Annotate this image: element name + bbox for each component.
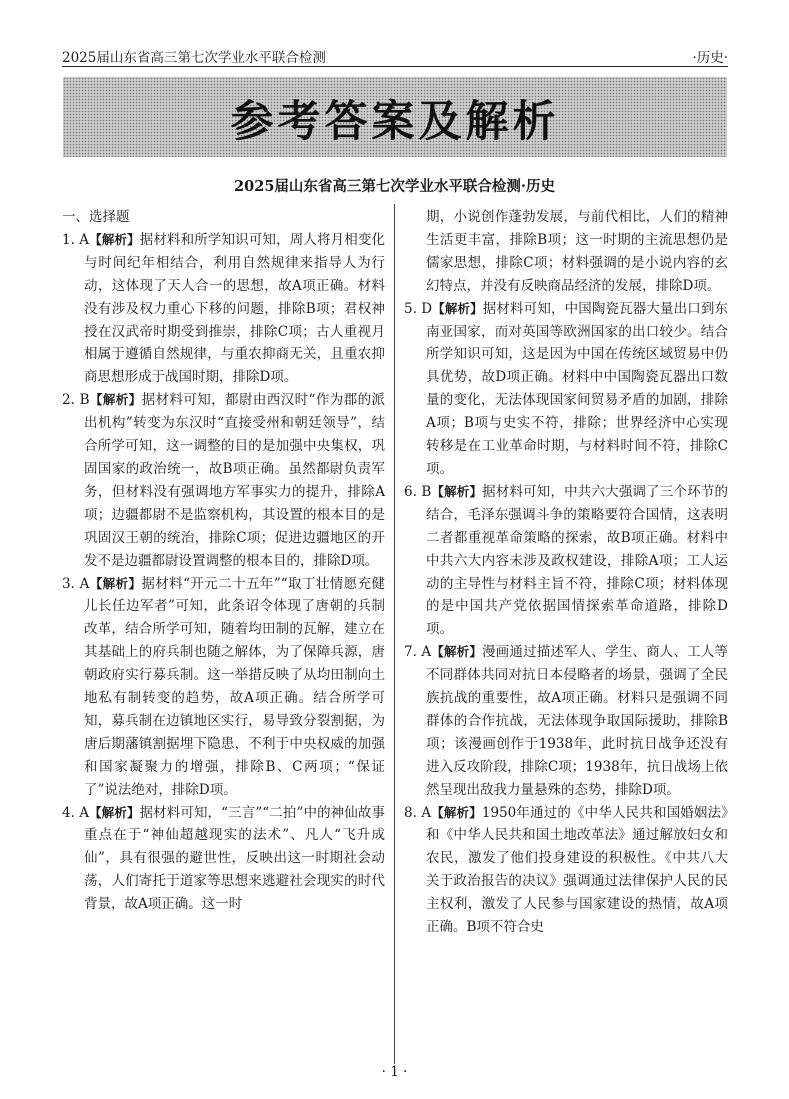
answer-text: 据材料和所学知识可知，周人将月相变化与时间纪年相结合，利用自然规律来指导人为行动，这体现了天人合一的思想，故A项正确。材料没有涉及权力重心下移的问题，排除B项；君权神授在汉武帝时期受到推崇，排除C项；古人重视月相属于遵循自然规律，与重农抑商无关，且重农抑商思想形成于战国时期，排除D项。 [84,231,385,386]
analysis-tag: 【解析】 [431,644,482,660]
analysis-tag: 【解析】 [431,483,483,499]
answer-text: 据材料“开元二十五年”“取丁壮情愿充健儿长任边军者”可知，此条诏令体现了唐朝的兵制改革，结合所学可知，随着均田制的瓦解，建立在其基础上的府兵制也随之解体，为了保障兵源，唐朝政府实行募兵制。这一举措反映了从均田制向土地私有制转变的趋势，故A项正确。结合所学可知，募兵制在边镇地区实行，易导致分裂割据，为唐后期藩镇割据埋下隐患，不利于中央权威的加强和国家凝聚力的增强，排除B、C两项；“保证了”说法绝对，排除D项。 [84,575,385,798]
answer-number: 7. A [404,644,432,661]
analysis-tag: 【解析】 [431,804,482,820]
answer-item-5 [404,298,728,481]
answer-number: 5. D [404,300,433,317]
answer-number: 4. A [62,804,90,821]
answer-number: 8. A [404,804,432,821]
answer-text: 漫画通过描述军人、学生、商人、工人等不同群体共同对抗日本侵略者的场景，强调了全民族抗战的重要性，故A项正确。材料只是强调不同群体的合作抗战，无法体现争取国际援助，排除B项；该漫画创作于1938年，此时抗日战争还没有进入反攻阶段，排除C项；1938年，抗日战场上依然呈现出敌我力量悬殊的态势，排除D项。 [426,644,729,798]
analysis-tag: 【解析】 [89,804,140,820]
page-header [62,44,728,67]
header-subject: ·历史· [692,50,728,66]
left-column [62,206,385,916]
answer-text: 1950年通过的《中华人民共和国婚姻法》和《中华人民共和国土地改革法》通过解放妇女和农民，激发了他们投身建设的积极性。《中共八大关于政治报告的决议》强调通过法律保护人民的民主权利，激发了人民参与国家建设的热情，故A项正确。B项不符合史 [426,804,728,936]
header-exam-title: 2025届山东省高三第七次学业水平联合检测 [62,50,326,66]
answer-text: 据材料可知，“三言”“二拍”中的神仙故事重点在于“神仙超越现实的法术”、凡人“飞升成仙”，具有很强的避世性，反映出这一时期社会动荡，人们寄托于道家等思想来逃避社会现实的时代背景，故A项正确。这一时 [84,804,385,913]
answer-item-7 [404,641,728,801]
answer-item-8 [404,802,728,939]
right-column [404,206,728,939]
document-subtitle: 2025届山东省高三第七次学业水平联合检测·历史 [234,178,555,195]
analysis-tag: 【解析】 [432,300,483,316]
answer-item-2 [62,389,385,572]
column-divider [394,204,395,1064]
page-number: · 1 · [381,1064,408,1080]
analysis-tag: 【解析】 [89,392,142,408]
analysis-tag: 【解析】 [89,231,140,247]
answer-item-6 [404,481,728,641]
answer-text: 据材料可知，都尉由西汉时“作为郡的派出机构”转变为东汉时“直接受州和朝廷领导”，结合所学可知，这一调整的目的是加强中央集权，巩固国家的政治统一，故B项正确。虽然都尉负责军务，但材料没有强调地方军事实力的提升，排除A项；边疆都尉不是监察机构，其设置的根本目的是巩固汉王朝的统治，排除C项；促进边疆地区的开发不是边疆都尉设置调整的根本目的，排除D项。 [84,392,385,569]
answer-item-4 [62,802,385,917]
answer-item-3 [62,573,385,802]
banner-title: 参考答案及解析 [230,97,560,147]
answer-number: 6. B [404,483,432,500]
answer-number: 2. B [62,392,90,409]
answer-item-4-continued: 期，小说创作蓬勃发展，与前代相比，人们的精神生活更丰富，排除B项；这一时期的主流思想仍是儒家思想，排除C项；材料强调的是小说内容的玄幻特点，并没有反映商品经济的发展，排除D项。 [426,209,728,294]
answer-item-1 [62,229,385,389]
title-banner [63,77,727,157]
answer-text: 据材料可知，中国陶瓷瓦器大量出口到东南亚国家，而对英国等欧洲国家的出口较少。结合所学知识可知，这是因为中国在传统区域贸易中仍具优势，故D项正确。材料中中国陶瓷瓦器出口数量的变化，无法体现国家间贸易矛盾的加剧，排除A项；B项与史实不符，排除；世界经济中心实现转移是在工业革命时期，与材料时间不符，排除C项。 [426,300,729,477]
section-title: 一、选择题 [62,209,130,225]
answer-number: 3. A [62,575,90,592]
answer-number: 1. A [62,231,90,248]
analysis-tag: 【解析】 [89,575,142,591]
answer-text: 据材料可知，中共六大强调了三个环节的结合，毛泽东强调斗争的策略要符合国情，这表明二者都重视革命策略的探索，故B项正确。材料中中共六大内容未涉及政权建设，排除A项；工人运动的主导性与材料主旨不符，排除C项；材料体现的是中国共产党依据国情探索革命道路，排除D项。 [426,483,729,638]
